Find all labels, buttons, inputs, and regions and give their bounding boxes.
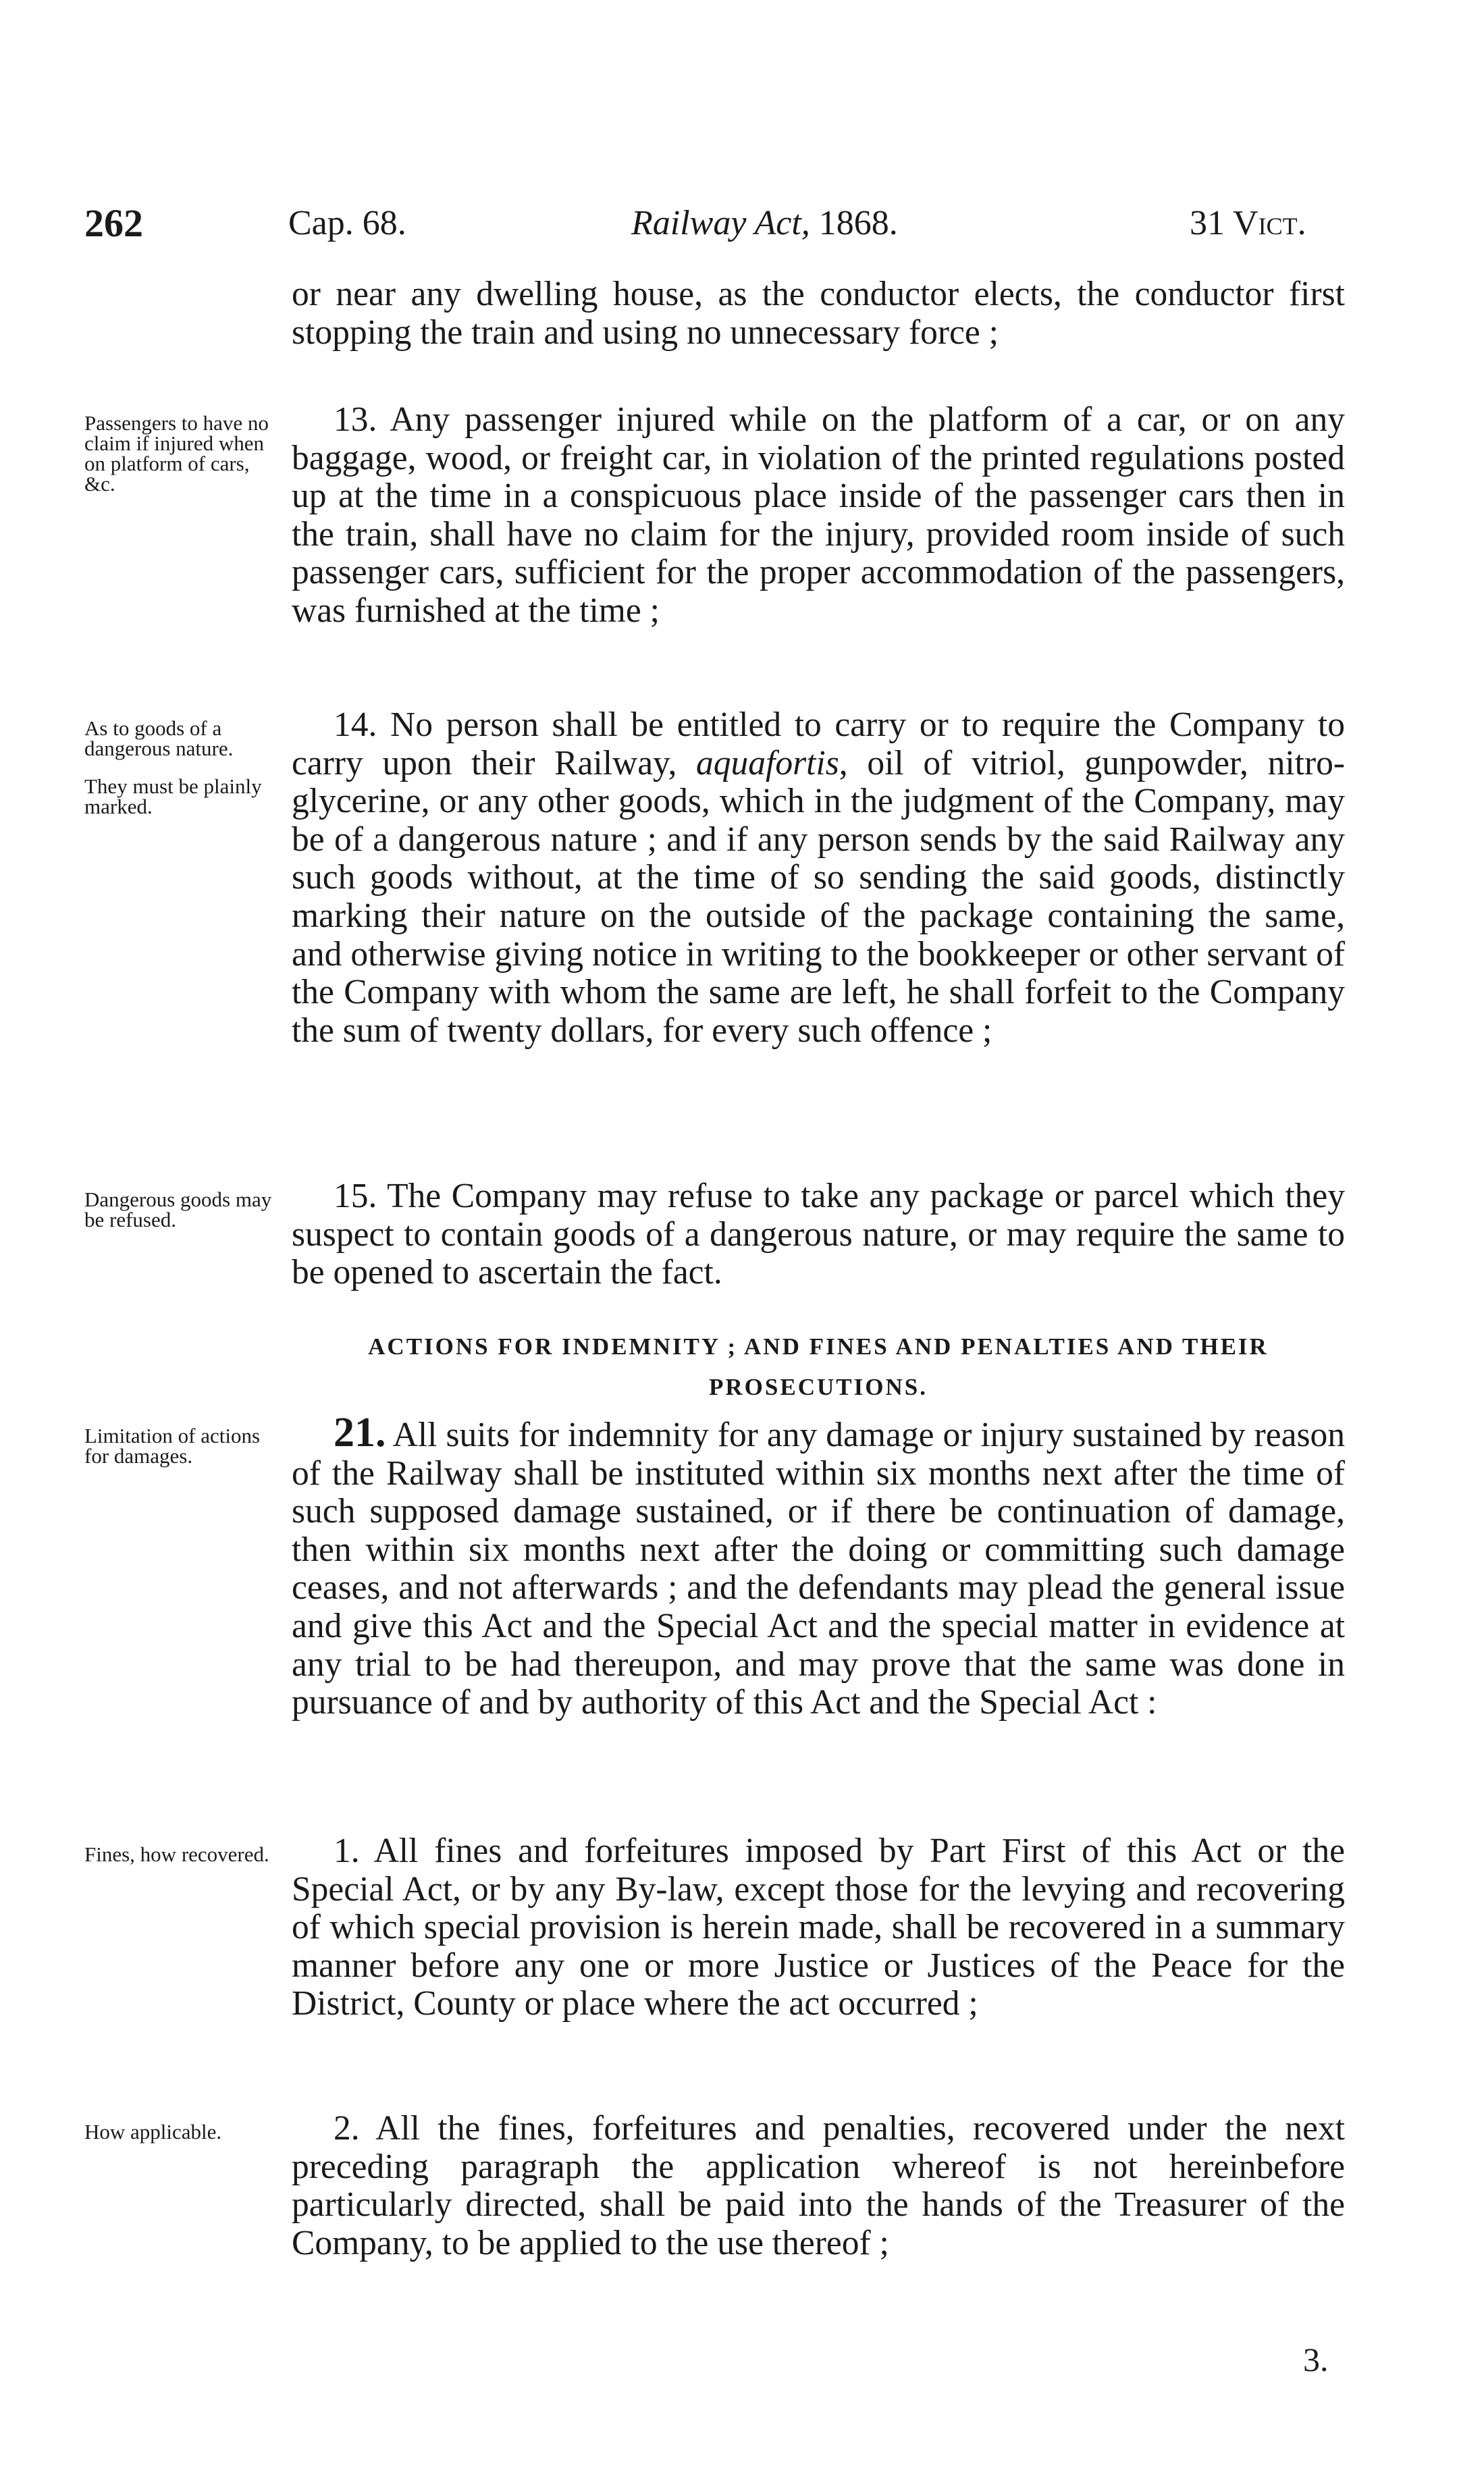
- section-21: [292, 1410, 1345, 1722]
- continuation-text: or near any dwelling house, as the conductor elects, the conductor first stopping the train and using no unnecessary force ;: [292, 275, 1345, 352]
- section-13: [292, 401, 1345, 631]
- section-14: [292, 706, 1345, 1050]
- margin-note-14-b: They must be plainly marked.: [84, 774, 262, 818]
- running-title: [631, 200, 898, 247]
- margin-note-15: Dangerous goods may be refused.: [84, 1188, 272, 1231]
- continuation-block: [292, 275, 1345, 352]
- section-13-text: 13. Any passenger injured while on the platform of a car, or on any baggage, wood, or freight car, in violation of the printed regulations posted up at the time in a conspicuous place inside of the passenger cars then in the train, shall have no claim for the injury, provided room inside of such passenger cars, sufficient for the proper accommodation of the passengers, was furnished at the time ;: [292, 400, 1345, 630]
- section-14-text-b: , oil of vitriol, gunpowder, nitro-glycerine, or any other goods, which in the judgment of the Company, may be of a dangerous nature ; and if any person sends by the said Railway any such goods without, at the time of so sending the said goods, distinctly marking their nature on the outside of the package containing the same, and otherwise giving notice in writing to the bookkeeper or other servant of the Company with whom the same are left, he shall forfeit to the Company the sum of twenty dollars, for every such offence ;: [292, 743, 1345, 1050]
- running-title-italic: Railway Act,: [631, 204, 810, 242]
- margin-note-21-2: How applicable.: [84, 2120, 222, 2144]
- catchword: 3.: [1303, 2341, 1329, 2378]
- section-14-text: [292, 706, 1345, 1050]
- page-number: 262: [84, 201, 143, 245]
- margin-note-14-a: As to goods of a dangerous nature.: [84, 716, 234, 760]
- margin-note-21: Limitation of actions for damages.: [84, 1424, 261, 1468]
- section-15: [292, 1177, 1345, 1292]
- section-21-body: All suits for indemnity for any damage or injury sustained by reason of the Railway shall be instituted within six months next after the time of such supposed damage sustained, or if there be continuation of damage, then within six months next after the doing or committing such damage ceases, and not afterwards ; and the defendants may plead the general issue and give this Act and the Special Act and the special matter in evidence at any trial to be had thereupon, and may prove that the same was done in pursuance of and by authority of this Act and the Special Act :: [292, 1416, 1345, 1722]
- chapter-label: Cap. 68.: [288, 204, 406, 242]
- paragraph-21-1-text: 1. All fines and forfeitures imposed by Part First of this Act or the Special Act, or by any By-law, except those for the levying and recovering of which special provision is herein made, shall be recovered in a summary manner before any one or more Justice or Justices of the Peace for the District, County or place where the act occurred ;: [292, 1832, 1345, 2023]
- paragraph-21-2-text: 2. All the fines, forfeitures and penalties, recovered under the next preceding paragraph the application whereof is not hereinbefore particularly directed, shall be paid into the hands of the Treasurer of the Company, to be applied to the use thereof ;: [292, 2109, 1345, 2262]
- section-14-text-a: 14. No person shall be entitled to carry or to require the Company to carry upon their Railway,: [292, 706, 1345, 782]
- paragraph-21-2: [292, 2110, 1345, 2262]
- margin-note-21-1: Fines, how recovered.: [84, 1842, 269, 1866]
- paragraph-21-1: [292, 1832, 1345, 2023]
- section-15-text: 15. The Company may refuse to take any package or parcel which they suspect to contain goods of a dangerous nature, or may require the same to be opened to ascertain the fact.: [292, 1177, 1345, 1292]
- running-title-year: 1868.: [818, 204, 898, 242]
- section-21-number: 21.: [334, 1410, 386, 1456]
- section-21-text: [292, 1410, 1345, 1722]
- margin-note-13: Passengers to have no claim if injured when on platform of cars, &c.: [84, 411, 269, 496]
- section-14-italic-term: aquafortis: [696, 743, 839, 782]
- section-heading: ACTIONS FOR INDEMNITY ; AND FINES AND PENALTIES AND THEIR PROSECUTIONS.: [368, 1333, 1269, 1400]
- regnal-year: 31 Vict.: [1190, 204, 1306, 242]
- margin-note-14: [84, 718, 280, 817]
